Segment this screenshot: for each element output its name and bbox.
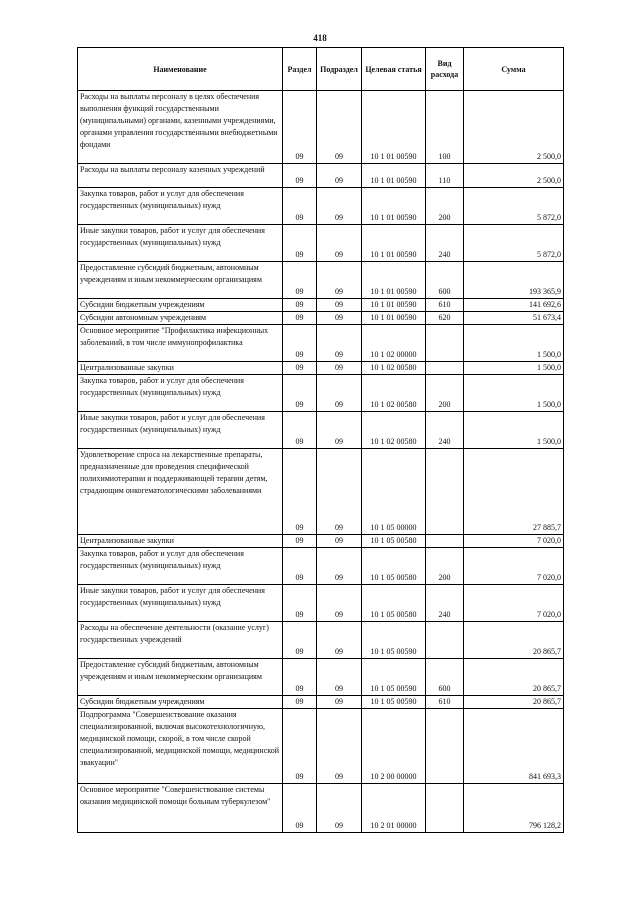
row-sum: 1 500,0: [464, 375, 564, 412]
row-section: 09: [283, 622, 317, 659]
row-section: 09: [283, 188, 317, 225]
row-subsection: 09: [317, 225, 362, 262]
row-sum: 51 673,4: [464, 312, 564, 325]
row-target: 10 2 01 00000: [362, 784, 426, 833]
row-target: 10 1 05 00590: [362, 696, 426, 709]
row-section: 09: [283, 548, 317, 585]
row-type: 200: [426, 375, 464, 412]
row-subsection: 09: [317, 262, 362, 299]
row-sum: 7 020,0: [464, 585, 564, 622]
row-sum: 5 872,0: [464, 225, 564, 262]
row-type: 100: [426, 91, 464, 164]
row-target: 10 1 02 00580: [362, 412, 426, 449]
table-row: [78, 696, 564, 709]
row-sum: 796 128,2: [464, 784, 564, 833]
row-subsection: 09: [317, 412, 362, 449]
row-target: 10 1 01 00590: [362, 262, 426, 299]
row-type: [426, 709, 464, 784]
row-subsection: 09: [317, 188, 362, 225]
row-type: 110: [426, 164, 464, 188]
row-type: 240: [426, 225, 464, 262]
row-type: [426, 325, 464, 362]
row-section: 09: [283, 225, 317, 262]
row-name: Основное мероприятие "Профилактика инфекционных заболеваний, в том числе иммунопрофилактика: [78, 325, 283, 362]
row-name: Расходы на обеспечение деятельности (оказание услуг) государственных учреждений: [78, 622, 283, 659]
column-header-name: Наименование: [78, 48, 283, 91]
row-name: Закупка товаров, работ и услуг для обеспечения государственных (муниципальных) нужд: [78, 188, 283, 225]
row-name: Субсидии автономным учреждениям: [78, 312, 283, 325]
row-subsection: 09: [317, 299, 362, 312]
row-target: 10 1 05 00590: [362, 659, 426, 696]
table-row: [78, 188, 564, 225]
table-row: [78, 449, 564, 535]
row-name: Закупка товаров, работ и услуг для обеспечения государственных (муниципальных) нужд: [78, 375, 283, 412]
budget-table: [77, 47, 564, 833]
row-subsection: 09: [317, 548, 362, 585]
row-sum: 193 365,9: [464, 262, 564, 299]
row-sum: 27 885,7: [464, 449, 564, 535]
row-name: Предоставление субсидий бюджетным, автономным учреждениям и иным некоммерческим организациям: [78, 262, 283, 299]
row-section: 09: [283, 164, 317, 188]
table-row: [78, 412, 564, 449]
row-name: Расходы на выплаты персоналу в целях обеспечения выполнения функций государственными (муниципальными) органами, казенными учреждениями, органами управления государственными внебюджетными фондами: [78, 91, 283, 164]
row-target: 10 1 01 00590: [362, 299, 426, 312]
row-target: 10 1 05 00580: [362, 535, 426, 548]
row-section: 09: [283, 709, 317, 784]
row-subsection: 09: [317, 312, 362, 325]
row-name: Предоставление субсидий бюджетным, автономным учреждениям и иным некоммерческим организациям: [78, 659, 283, 696]
row-type: 240: [426, 585, 464, 622]
row-section: 09: [283, 362, 317, 375]
row-name: Закупка товаров, работ и услуг для обеспечения государственных (муниципальных) нужд: [78, 548, 283, 585]
table-row: [78, 299, 564, 312]
row-subsection: 09: [317, 585, 362, 622]
row-sum: 141 692,6: [464, 299, 564, 312]
row-subsection: 09: [317, 709, 362, 784]
table-row: [78, 585, 564, 622]
table-row: [78, 225, 564, 262]
column-header-sum: Сумма: [464, 48, 564, 91]
row-subsection: 09: [317, 784, 362, 833]
row-target: 10 1 02 00580: [362, 362, 426, 375]
row-target: 10 1 05 00580: [362, 585, 426, 622]
row-subsection: 09: [317, 91, 362, 164]
row-name: Иные закупки товаров, работ и услуг для обеспечения государственных (муниципальных) нужд: [78, 225, 283, 262]
row-name: Субсидии бюджетным учреждениям: [78, 299, 283, 312]
row-type: 240: [426, 412, 464, 449]
row-target: 10 1 01 00590: [362, 91, 426, 164]
row-type: [426, 449, 464, 535]
row-name: Централизованные закупки: [78, 362, 283, 375]
row-section: 09: [283, 696, 317, 709]
row-type: [426, 362, 464, 375]
row-section: 09: [283, 91, 317, 164]
row-section: 09: [283, 325, 317, 362]
row-type: 200: [426, 548, 464, 585]
row-section: 09: [283, 262, 317, 299]
row-name: Иные закупки товаров, работ и услуг для обеспечения государственных (муниципальных) нужд: [78, 412, 283, 449]
row-sum: 2 500,0: [464, 91, 564, 164]
row-sum: 20 865,7: [464, 696, 564, 709]
table-row: [78, 164, 564, 188]
row-sum: 20 865,7: [464, 622, 564, 659]
row-subsection: 09: [317, 325, 362, 362]
row-section: 09: [283, 535, 317, 548]
row-sum: 841 693,3: [464, 709, 564, 784]
row-sum: 5 872,0: [464, 188, 564, 225]
row-target: 10 1 05 00580: [362, 548, 426, 585]
row-target: 10 1 05 00000: [362, 449, 426, 535]
row-section: 09: [283, 585, 317, 622]
row-sum: 1 500,0: [464, 362, 564, 375]
row-target: 10 1 01 00590: [362, 225, 426, 262]
row-target: 10 1 02 00000: [362, 325, 426, 362]
row-type: 200: [426, 188, 464, 225]
row-type: 600: [426, 659, 464, 696]
row-section: 09: [283, 449, 317, 535]
column-header-type: Вид расхода: [426, 48, 464, 91]
row-type: 610: [426, 299, 464, 312]
row-type: 600: [426, 262, 464, 299]
row-subsection: 09: [317, 362, 362, 375]
table-row: [78, 709, 564, 784]
table-row: [78, 548, 564, 585]
row-sum: 1 500,0: [464, 412, 564, 449]
row-section: 09: [283, 312, 317, 325]
row-name: Иные закупки товаров, работ и услуг для обеспечения государственных (муниципальных) нужд: [78, 585, 283, 622]
column-header-subsection: Подраздел: [317, 48, 362, 91]
row-sum: 1 500,0: [464, 325, 564, 362]
row-subsection: 09: [317, 659, 362, 696]
row-section: 09: [283, 375, 317, 412]
row-subsection: 09: [317, 375, 362, 412]
table-row: [78, 362, 564, 375]
row-subsection: 09: [317, 164, 362, 188]
row-target: 10 1 01 00590: [362, 164, 426, 188]
row-subsection: 09: [317, 449, 362, 535]
row-type: [426, 784, 464, 833]
row-sum: 20 865,7: [464, 659, 564, 696]
table-row: [78, 375, 564, 412]
row-name: Централизованные закупки: [78, 535, 283, 548]
row-name: Удовлетворение спроса на лекарственные препараты, предназначенные для проведения специфической полихимиотерапии и поддерживающей терапии детям, страдающим онкогематологическими заболеваниями: [78, 449, 283, 535]
row-sum: 2 500,0: [464, 164, 564, 188]
row-section: 09: [283, 412, 317, 449]
row-type: 610: [426, 696, 464, 709]
column-header-target: Целевая статья: [362, 48, 426, 91]
row-target: 10 1 05 00590: [362, 622, 426, 659]
row-section: 09: [283, 659, 317, 696]
row-subsection: 09: [317, 622, 362, 659]
row-type: 620: [426, 312, 464, 325]
table-row: [78, 91, 564, 164]
row-target: 10 1 01 00590: [362, 312, 426, 325]
row-name: Субсидии бюджетным учреждениям: [78, 696, 283, 709]
table-row: [78, 262, 564, 299]
row-sum: 7 020,0: [464, 548, 564, 585]
row-subsection: 09: [317, 535, 362, 548]
table-row: [78, 784, 564, 833]
row-name: Расходы на выплаты персоналу казенных учреждений: [78, 164, 283, 188]
page-number: 418: [313, 33, 327, 43]
row-name: Подпрограмма "Совершенствование оказания специализированной, включая высокотехнологичную, медицинской помощи, скорой, в том числе скорой специализированной, медицинской помощи, медицинской эвакуации": [78, 709, 283, 784]
row-subsection: 09: [317, 696, 362, 709]
row-name: Основное мероприятие "Совершенствование системы оказания медицинской помощи больным туберкулезом": [78, 784, 283, 833]
table-row: [78, 622, 564, 659]
column-header-section: Раздел: [283, 48, 317, 91]
row-section: 09: [283, 784, 317, 833]
row-section: 09: [283, 299, 317, 312]
table-row: [78, 659, 564, 696]
row-target: 10 2 00 00000: [362, 709, 426, 784]
row-target: 10 1 01 00590: [362, 188, 426, 225]
table-row: [78, 312, 564, 325]
row-type: [426, 535, 464, 548]
table-header-row: [78, 48, 564, 91]
row-target: 10 1 02 00580: [362, 375, 426, 412]
table-row: [78, 325, 564, 362]
table-row: [78, 535, 564, 548]
row-type: [426, 622, 464, 659]
row-sum: 7 020,0: [464, 535, 564, 548]
